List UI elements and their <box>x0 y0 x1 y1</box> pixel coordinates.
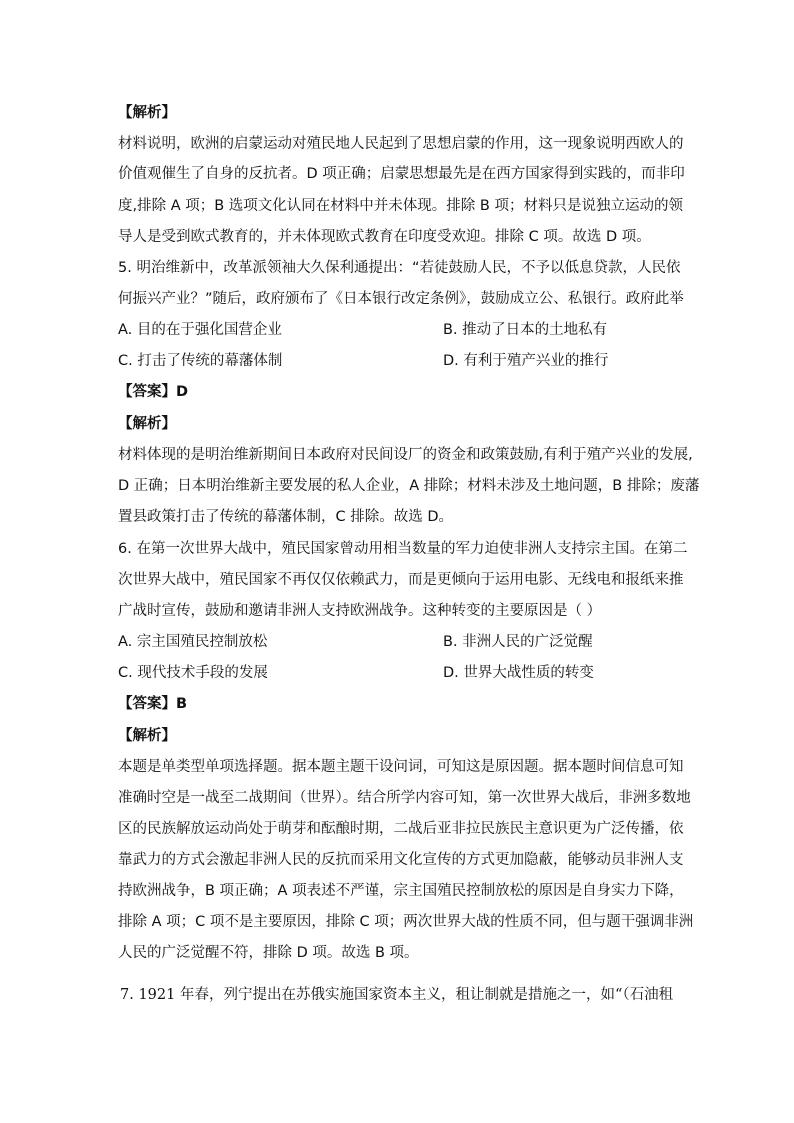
option-a: A. 宗主国殖民控制放松 <box>118 634 268 650</box>
analysis-text-line: 导人是受到欧式教育的，并未体现欧式教育在印度受欢迎。排除 C 项。故选 D 项。 <box>118 229 651 245</box>
option-b: B. 非洲人民的广泛觉醒 <box>443 634 593 650</box>
answer-heading: 【答案】B <box>118 696 188 712</box>
option-c: C. 现代技术手段的发展 <box>118 665 268 681</box>
analysis-text-line: 区的民族解放运动尚处于萌芽和酝酿时期，二战后亚非拉民族民主意识更为广泛传播，依 <box>118 821 684 837</box>
option-d: D. 有利于殖产兴业的推行 <box>443 353 609 369</box>
analysis-text-line: 人民的广泛觉醒不符，排除 D 项。故选 B 项。 <box>118 945 419 961</box>
question-stem-line: 何振兴产业？”随后，政府颁布了《日本银行改定条例》，鼓励成立公、私银行。政府此举 <box>118 291 684 307</box>
analysis-text-line: 材料说明，欧洲的启蒙运动对殖民地人民起到了思想启蒙的作用，这一现象说明西欧人的 <box>118 136 684 152</box>
analysis-text-line: 度,排除 A 项；B 选项文化认同在材料中并未体现。排除 B 项；材料只是说独立运动的领 <box>118 198 683 214</box>
question-stem-line: 广战时宣传，鼓励和邀请非洲人支持欧洲战争。这种转变的主要原因是（ ） <box>118 603 602 619</box>
analysis-heading: 【解析】 <box>118 728 176 744</box>
analysis-heading: 【解析】 <box>118 105 176 121</box>
answer-heading: 【答案】D <box>118 384 189 400</box>
option-a: A. 目的在于强化国营企业 <box>118 322 282 338</box>
option-b: B. 推动了日本的土地私有 <box>443 322 608 338</box>
analysis-text-line: 准确时空是一战至二战期间（世界）。结合所学内容可知，第一次世界大战后，非洲多数地 <box>118 790 691 806</box>
question-stem-line: 6. 在第一次世界大战中，殖民国家曾动用相当数量的军力迫使非洲人支持宗主国。在第二 <box>118 541 688 557</box>
analysis-text-line: 材料体现的是明治维新期间日本政府对民间设厂的资金和政策鼓励,有利于殖产兴业的发展, <box>118 447 693 463</box>
question-stem-line: 5. 明治维新中，改革派领袖大久保利通提出：“若徒鼓励人民，不予以低息贷款，人民依 <box>118 260 681 276</box>
analysis-text-line: 价值观催生了自身的反抗者。D 项正确；启蒙思想最先是在西方国家得到实践的，而非印 <box>118 166 685 182</box>
analysis-text-line: D 正确；日本明治维新主要发展的私人企业，A 排除；材料未涉及土地问题，B 排除；废藩 <box>118 478 700 494</box>
option-d: D. 世界大战性质的转变 <box>443 665 594 681</box>
analysis-text-line: 排除 A 项；C 项不是主要原因，排除 C 项；两次世界大战的性质不同，但与题干强调非洲 <box>118 914 694 930</box>
analysis-text-line: 本题是单类型单项选择题。据本题主题干设问词，可知这是原因题。据本题时间信息可知 <box>118 759 684 775</box>
analysis-text-line: 持欧洲战争，B 项正确；A 项表述不严谨，宗主国殖民控制放松的原因是自身实力下降， <box>118 883 684 899</box>
question-stem-line: 7. 1921 年春，列宁提出在苏俄实施国家资本主义，租让制就是措施之一，如“（石油租 <box>120 987 674 1003</box>
option-c: C. 打击了传统的幕藩体制 <box>118 353 283 369</box>
analysis-heading: 【解析】 <box>118 416 176 432</box>
analysis-text-line: 靠武力的方式会激起非洲人民的反抗而采用文化宣传的方式更加隐蔽，能够动员非洲人支 <box>118 852 684 868</box>
question-stem-line: 次世界大战中，殖民国家不再仅仅依赖武力，而是更倾向于运用电影、无线电和报纸来推 <box>118 572 684 588</box>
analysis-text-line: 置县政策打击了传统的幕藩体制，C 排除。故选 D。 <box>118 509 454 525</box>
